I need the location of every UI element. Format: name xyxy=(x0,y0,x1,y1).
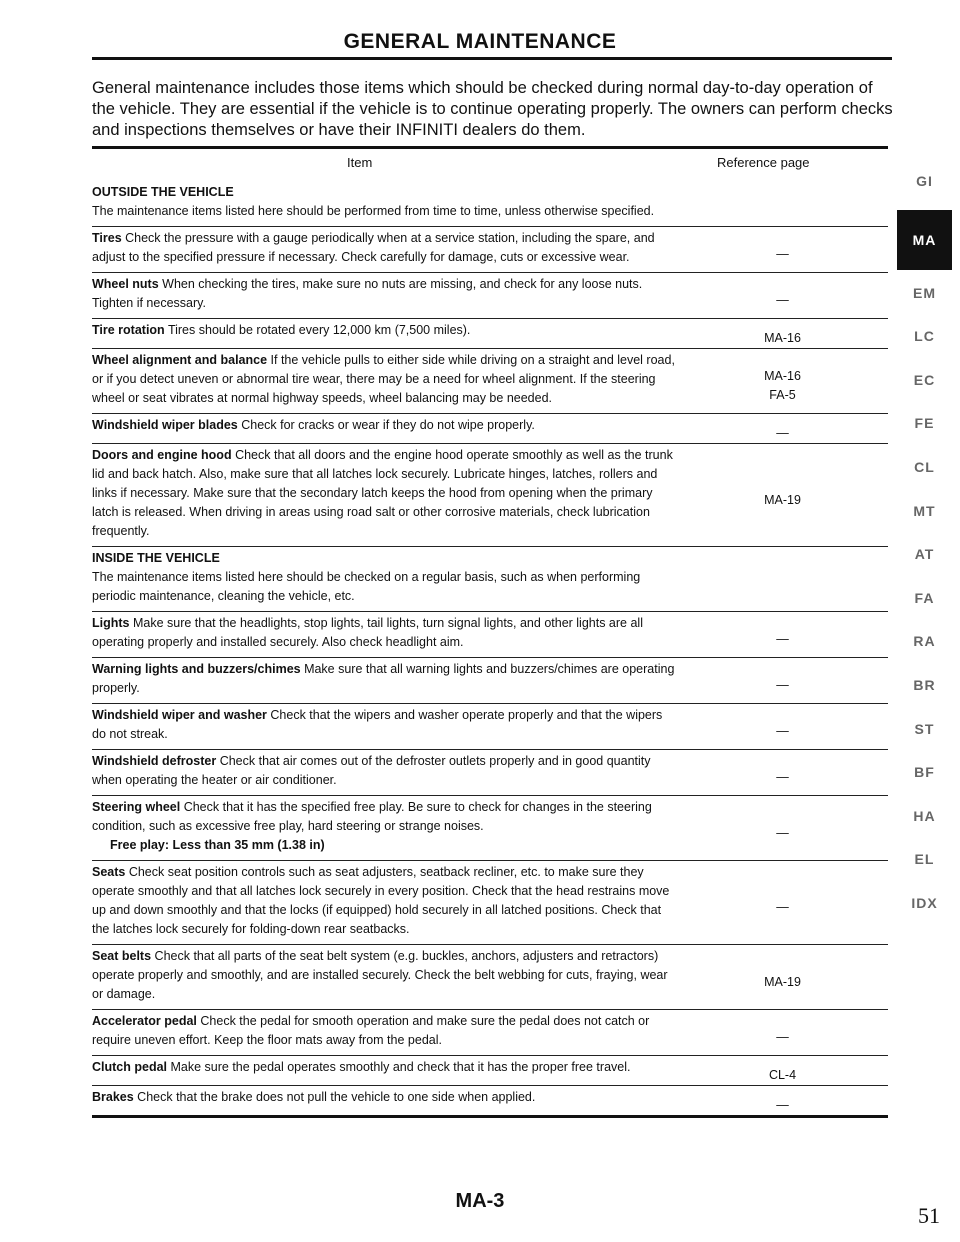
item-cell xyxy=(92,1056,677,1085)
table-row xyxy=(92,749,888,795)
section-tab-fa[interactable]: FA xyxy=(914,589,935,606)
item-cell xyxy=(92,704,677,749)
item-cell xyxy=(92,861,677,944)
section-tab-em[interactable]: EM xyxy=(913,284,936,301)
item-note: Free play: Less than 35 mm (1.38 in) xyxy=(110,838,325,852)
title-rule xyxy=(92,57,892,60)
reference-page: MA-16 xyxy=(764,331,801,345)
section-ref-cell xyxy=(677,181,888,226)
item-name: Doors and engine hood xyxy=(92,448,232,462)
item-cell xyxy=(92,414,677,443)
reference-cell xyxy=(677,1086,888,1115)
table-row xyxy=(92,318,888,348)
section-tab-gi[interactable]: GI xyxy=(916,173,933,189)
item-text: Check that air comes out of the defroster outlets properly and in good quantity when operating the heater or air conditioner. xyxy=(92,754,651,787)
reference-cell xyxy=(677,945,888,1009)
item-text: Check seat position controls such as seat adjusters, seatback recliner, etc. to make sure they operate smoothly and that all latches lock securely in every position. Check that the head restrains move up and down smoothly and that the locks (if equipped) hold securely in all latched positions. Check that the latches lock securely for folding-down rear seatbacks. xyxy=(92,865,670,936)
item-name: Windshield wiper blades xyxy=(92,418,238,432)
section-tab-bf[interactable]: BF xyxy=(914,764,935,781)
item-name: Clutch pedal xyxy=(92,1060,168,1074)
section-cell xyxy=(92,181,677,226)
reference-cell xyxy=(677,796,888,860)
reference-cell xyxy=(677,319,888,348)
item-text: Tires should be rotated every 12,000 km (7,500 miles). xyxy=(164,323,471,337)
section-tab-fe[interactable]: FE xyxy=(914,415,935,432)
section-tab-idx[interactable]: IDX xyxy=(911,894,938,911)
section-tab-lc[interactable]: LC xyxy=(914,328,935,345)
item-name: Steering wheel xyxy=(92,800,181,814)
reference-page: CL-4 xyxy=(768,1068,797,1082)
item-cell xyxy=(92,796,677,860)
item-text: Check that all parts of the seat belt system (e.g. buckles, anchors, adjusters and retractors) operate properly and smoothly, and are installed securely. Check the belt webbing for cuts, fraying, wear or damage. xyxy=(92,949,668,1001)
reference-page: — xyxy=(776,825,789,840)
section-tab-ha[interactable]: HA xyxy=(913,807,936,824)
item-cell xyxy=(92,319,677,348)
page-title: GENERAL MAINTENANCE xyxy=(343,30,617,53)
reference-cell xyxy=(677,704,888,749)
section-row xyxy=(92,181,888,226)
item-text: If the vehicle pulls to either side while driving on a straight and level road, or if you detect uneven or abnormal tire wear, there may be a need for wheel alignment. If the steering wheel or seat vibrates at normal highway speeds, wheel balancing may be needed. xyxy=(92,353,675,405)
reference-cell xyxy=(677,1056,888,1085)
reference-cell xyxy=(677,612,888,657)
reference-page-2: FA-5 xyxy=(769,388,796,402)
item-name: Tires xyxy=(92,231,122,245)
item-text: Make sure that the headlights, stop lights, tail lights, turn signal lights, and other lights are all operating properly and installed securely. Also check headlight aim. xyxy=(92,616,643,649)
table-body xyxy=(92,181,888,1115)
table-row xyxy=(92,1085,888,1115)
section-tab-cl[interactable]: CL xyxy=(914,458,935,475)
reference-page: MA-19 xyxy=(764,492,801,507)
table-row xyxy=(92,795,888,860)
table-row xyxy=(92,413,888,443)
section-cell xyxy=(92,547,677,611)
item-name: Lights xyxy=(92,616,130,630)
table-row xyxy=(92,703,888,749)
item-text: Check that it has the specified free play. Be sure to check for changes in the steering condition, such as excessive free play, hard steering or strange noises. xyxy=(92,800,652,833)
table-row xyxy=(92,1055,888,1085)
reference-cell xyxy=(677,658,888,703)
table-header xyxy=(92,146,888,181)
table-row xyxy=(92,944,888,1009)
reference-page: — xyxy=(776,678,789,692)
reference-page: — xyxy=(776,293,789,307)
item-text: Check that the wipers and washer operate properly and that the wipers do not streak. xyxy=(92,708,663,741)
reference-page: — xyxy=(776,247,789,261)
reference-page: — xyxy=(776,900,789,914)
table-row xyxy=(92,1009,888,1055)
item-name: Seats xyxy=(92,865,126,879)
table-row xyxy=(92,226,888,272)
section-description: The maintenance items listed here should be performed from time to time, unless otherwise specified. xyxy=(92,204,655,218)
reference-page: — xyxy=(776,770,789,784)
item-name: Windshield defroster xyxy=(92,754,217,768)
section-tab-at[interactable]: AT xyxy=(914,546,935,563)
table-bottom-rule xyxy=(92,1115,888,1118)
section-tab-st[interactable]: ST xyxy=(914,720,935,737)
item-cell xyxy=(92,658,677,703)
reference-cell xyxy=(677,750,888,795)
table-row xyxy=(92,657,888,703)
page-number: 51 xyxy=(918,1203,940,1228)
section-description: The maintenance items listed here should be checked on a regular basis, such as when performing periodic maintenance, cleaning the vehicle, etc. xyxy=(92,570,641,603)
section-tab-ec[interactable]: EC xyxy=(913,371,936,388)
reference-page: MA-16 xyxy=(764,369,801,383)
section-tab-ra[interactable]: RA xyxy=(913,633,936,650)
item-text: Check the pedal for smooth operation and make sure the pedal does not catch or require uneven effort. Keep the floor mats away from the pedal. xyxy=(92,1014,650,1047)
item-name: Wheel nuts xyxy=(92,277,159,291)
item-text: Check that the brake does not pull the vehicle to one side when applied. xyxy=(133,1090,536,1104)
item-cell xyxy=(92,612,677,657)
section-tabs xyxy=(897,160,952,926)
reference-page: — xyxy=(776,632,789,646)
item-name: Wheel alignment and balance xyxy=(92,353,268,367)
reference-page: — xyxy=(776,724,789,738)
item-text: Check that all doors and the engine hood operate smoothly as well as the trunk lid and back hatch. Also, make sure that all latches lock securely. Lubricate hinges, latches, rollers and links if necessary. Make sure that the secondary latch keeps the hood from opening when the primary latch is released. When driving in areas using road salt or other corrosive materials, check lubrication frequently. xyxy=(92,448,673,538)
reference-page: — xyxy=(776,1030,789,1044)
item-text: Check the pressure with a gauge periodically when at a service station, including the spare, and adjust to the specified pressure if necessary. Check carefully for damage, cuts or excessive wear. xyxy=(92,231,655,264)
table-row xyxy=(92,272,888,318)
item-name: Seat belts xyxy=(92,949,152,963)
section-ref-cell xyxy=(677,547,888,611)
reference-cell xyxy=(677,444,888,546)
item-text: Make sure the pedal operates smoothly and check that it has the proper free travel. xyxy=(167,1060,631,1074)
section-tab-mt[interactable]: MT xyxy=(913,502,936,519)
reference-page: — xyxy=(776,1098,789,1112)
item-name: Accelerator pedal xyxy=(92,1014,197,1028)
table-row xyxy=(92,860,888,944)
item-text: Check for cracks or wear if they do not wipe properly. xyxy=(237,418,535,432)
item-cell xyxy=(92,945,677,1009)
reference-page: — xyxy=(776,426,789,440)
section-heading: OUTSIDE THE VEHICLE xyxy=(92,185,234,199)
item-name: Tire rotation xyxy=(92,323,165,337)
item-cell xyxy=(92,444,677,546)
column-header-reference: Reference page xyxy=(717,155,810,170)
item-cell xyxy=(92,349,677,413)
section-row xyxy=(92,546,888,611)
table-row xyxy=(92,611,888,657)
item-cell xyxy=(92,273,677,318)
maintenance-table xyxy=(92,146,888,1118)
item-cell xyxy=(92,1010,677,1055)
item-cell xyxy=(92,1086,677,1115)
reference-cell xyxy=(677,861,888,944)
section-tab-el[interactable]: EL xyxy=(914,851,935,868)
item-name: Warning lights and buzzers/chimes xyxy=(92,662,301,676)
column-header-item: Item xyxy=(347,155,373,170)
item-name: Brakes xyxy=(92,1090,134,1104)
table-row xyxy=(92,443,888,546)
item-cell xyxy=(92,750,677,795)
item-name: Windshield wiper and washer xyxy=(92,708,267,722)
reference-cell xyxy=(677,227,888,272)
section-tab-ma[interactable]: MA xyxy=(897,210,952,270)
page-footer-code: MA-3 xyxy=(455,1190,505,1212)
reference-page: MA-19 xyxy=(764,974,801,989)
intro-paragraph: General maintenance includes those items which should be checked during normal day-to-day operation of the vehicle. They are essential if the vehicle is to continue operating properly. The owners can perform checks and inspections themselves or have their INFINITI dealers do them. xyxy=(92,79,893,139)
reference-cell xyxy=(677,414,888,443)
reference-cell xyxy=(677,349,888,413)
section-tab-br[interactable]: BR xyxy=(913,676,936,693)
item-cell xyxy=(92,227,677,272)
section-heading: INSIDE THE VEHICLE xyxy=(92,551,220,565)
reference-cell xyxy=(677,1010,888,1055)
item-text: Make sure that all warning lights and buzzers/chimes are operating properly. xyxy=(92,662,675,695)
reference-cell xyxy=(677,273,888,318)
item-text: When checking the tires, make sure no nuts are missing, and check for any loose nuts. Tighten if necessary. xyxy=(92,277,643,310)
table-row xyxy=(92,348,888,413)
